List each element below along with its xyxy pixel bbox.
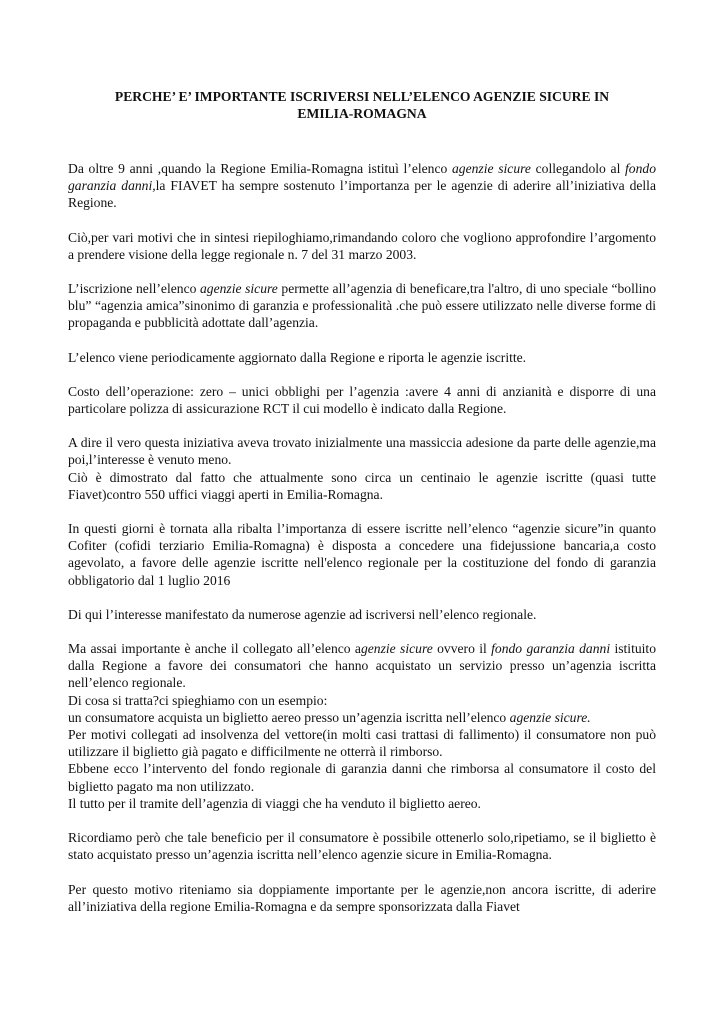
text-line: Ciò è dimostrato dal fatto che attualmente sono circa un centinaio le agenzie iscritte (quasi tutte Fiavet)contro 550 uffici viaggi aperti in Emilia-Romagna. [68,469,656,502]
text-run-italic: fondo garanzia danni, [68,161,656,194]
document-page [68,88,656,915]
text-run: collegandolo al [530,161,626,176]
text-line: Il tutto per il tramite dell’agenzia di viaggi che ha venduto il biglietto aereo. [68,795,481,811]
text-run: istituito dalla Regione a favore dei consumatori che hanno acquistato un servizio presso un’agenzia iscritta nell’elenco regionale. [68,641,657,691]
text-run: un consumatore acquista un biglietto aereo presso un’agenzia iscritta nell’elenco [68,709,510,725]
paragraph-cofiter: In questi giorni è tornata alla ribalta l’importanza di essere iscritte nell’elenco “agenzie sicure”in quanto Cofiter (cofidi terziario Emilia-Romagna) è disposta a concedere una fidejussione bancaria,a costo agevolato, a favore delle agenzie iscritte nell'elenco regionale per la costituzione del fondo di garanzia obbligatorio dal 1 luglio 2016 [68,521,656,588]
text-run: permette all’agenzia di beneficare,tra l'altro, di uno speciale “bollino blu” “agenzia amica”sinonimo di garanzia e professionalità .che può essere utilizzato nelle diverse forme di propaganda e pubblicità adottate dall’agenzia. [68,281,657,331]
paragraph-costo: Costo dell’operazione: zero – unici obblighi per l’agenzia :avere 4 anni di anzianità e disporre di una particolare polizza di assicurazione RCT il cui modello è indicato dalla Regione. [68,383,656,417]
paragraph-motivi: Ciò,per vari motivi che in sintesi riepiloghiamo,rimandando coloro che vogliono approfondire l’argomento a prendere visione della legge regionale n. 7 del 31 marzo 2003. [68,229,656,262]
title-line-1: PERCHE’ E’ IMPORTANTE ISCRIVERSI NELL’ELENCO AGENZIE SICURE IN [114,89,610,104]
paragraph-intro [68,160,656,212]
paragraph-aggiornamento: L’elenco viene periodicamente aggiornato dalla Regione e riporta le agenzie iscritte. [68,349,527,365]
text-run-italic: agenzie sicure [452,161,531,176]
text-line: Per motivi collegati ad insolvenza del vettore(in molti casi trattasi di fallimento) il consumatore non può utilizzare il biglietto già pagato e difficilmente ne otterrà il rimborso. [68,727,656,760]
paragraph-conclusione: Per questo motivo riteniamo sia doppiamente importante per le agenzie,non ancora iscritte, di aderire all’iniziativa della regione Emilia-Romagna e da sempre sponsorizzata dalla Fiavet [68,881,656,914]
text-line: A dire il vero questa iniziativa aveva trovato inizialmente una massiccia adesione da parte delle agenzie,ma poi,l’interesse è venuto meno. [68,435,656,468]
text-line: Ebbene ecco l’intervento del fondo regionale di garanzia danni che rimborsa al consumatore il costo del biglietto pagato ma non utilizzato. [68,761,656,794]
text-run: L’iscrizione nell’elenco [68,281,200,297]
text-run: ovvero il [432,641,492,657]
text-run-italic: agenzie sicure. [509,709,591,725]
text-run: Da oltre 9 anni ,quando la Regione Emilia-Romagna istituì l’elenco [68,161,452,176]
paragraph-adesione [68,434,656,503]
paragraph-fondo-garanzia [68,640,656,812]
text-run-italic: fondo garanzia danni [491,641,611,657]
paragraph-interesse: Di qui l’interesse manifestato da numerose agenzie ad iscriversi nell’elenco regionale. [68,606,537,622]
document-title [68,88,656,122]
text-run: Ma assai importante è anche il collegato all’elenco a [68,641,361,657]
paragraph-iscrizione [68,280,656,332]
title-line-2: EMILIA-ROMAGNA [297,106,427,121]
text-run-italic: agenzie sicure [199,281,278,297]
text-run: la FIAVET ha sempre sostenuto l’importanza per le agenzie di aderire all’iniziativa della Regione. [68,178,656,211]
text-line: Di cosa si tratta?ci spieghiamo con un esempio: [68,692,328,708]
text-run-italic: genzie sicure [360,641,433,657]
text-line [68,709,656,726]
paragraph-beneficio: Ricordiamo però che tale beneficio per il consumatore è possibile ottenerlo solo,ripetiamo, se il biglietto è stato acquistato presso un’agenzia iscritta nell’elenco agenzie sicure in Emilia-Romagna. [68,830,656,863]
